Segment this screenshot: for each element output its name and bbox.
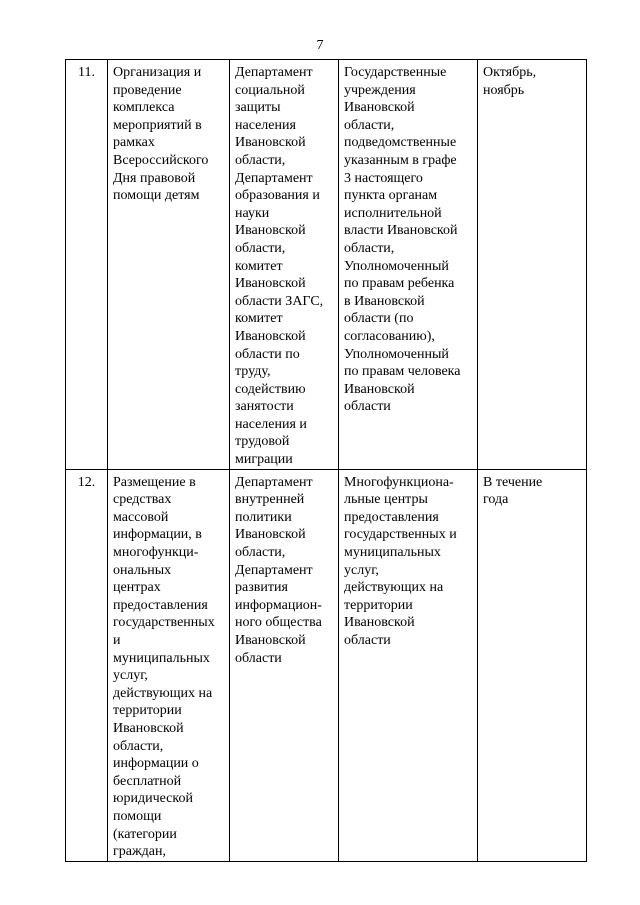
participants-cell: Многофункциона- льные центры предоставления государственных и муниципальных услуг, действующих на территории Ивановской области bbox=[339, 469, 478, 861]
row-number-cell: 11. bbox=[66, 60, 108, 470]
responsible-cell: Департамент внутренней политики Ивановской области, Департамент развития информацион- ного общества Ивановской области bbox=[230, 469, 339, 861]
deadline-cell: В течение года bbox=[478, 469, 587, 861]
table-row bbox=[66, 469, 587, 861]
table-row bbox=[66, 60, 587, 470]
row-number-cell: 12. bbox=[66, 469, 108, 861]
plan-table bbox=[65, 59, 587, 862]
participants-cell: Государственные учреждения Ивановской области, подведомственные указанным в графе 3 настоящего пункта органам исполнительной власти Ивановской области, Уполномоченный по правам ребенка в Ивановской области (по согласованию), Уполномоченный по правам человека Ивановской области bbox=[339, 60, 478, 470]
responsible-cell: Департамент социальной защиты населения Ивановской области, Департамент образования и науки Ивановской области, комитет Ивановской области ЗАГС, комитет Ивановской области по труду, содействию занятости населения и трудовой миграции bbox=[230, 60, 339, 470]
page-number: 7 bbox=[316, 38, 324, 53]
deadline-cell: Октябрь, ноябрь bbox=[478, 60, 587, 470]
activity-cell: Размещение в средствах массовой информации, в многофункци- ональных центрах предоставления государственных и муниципальных услуг, действующих на территории Ивановской области, информации о бесплатной юридической помощи (категории граждан, bbox=[108, 469, 230, 861]
activity-cell: Организация и проведение комплекса мероприятий в рамках Всероссийского Дня правовой помощи детям bbox=[108, 60, 230, 470]
